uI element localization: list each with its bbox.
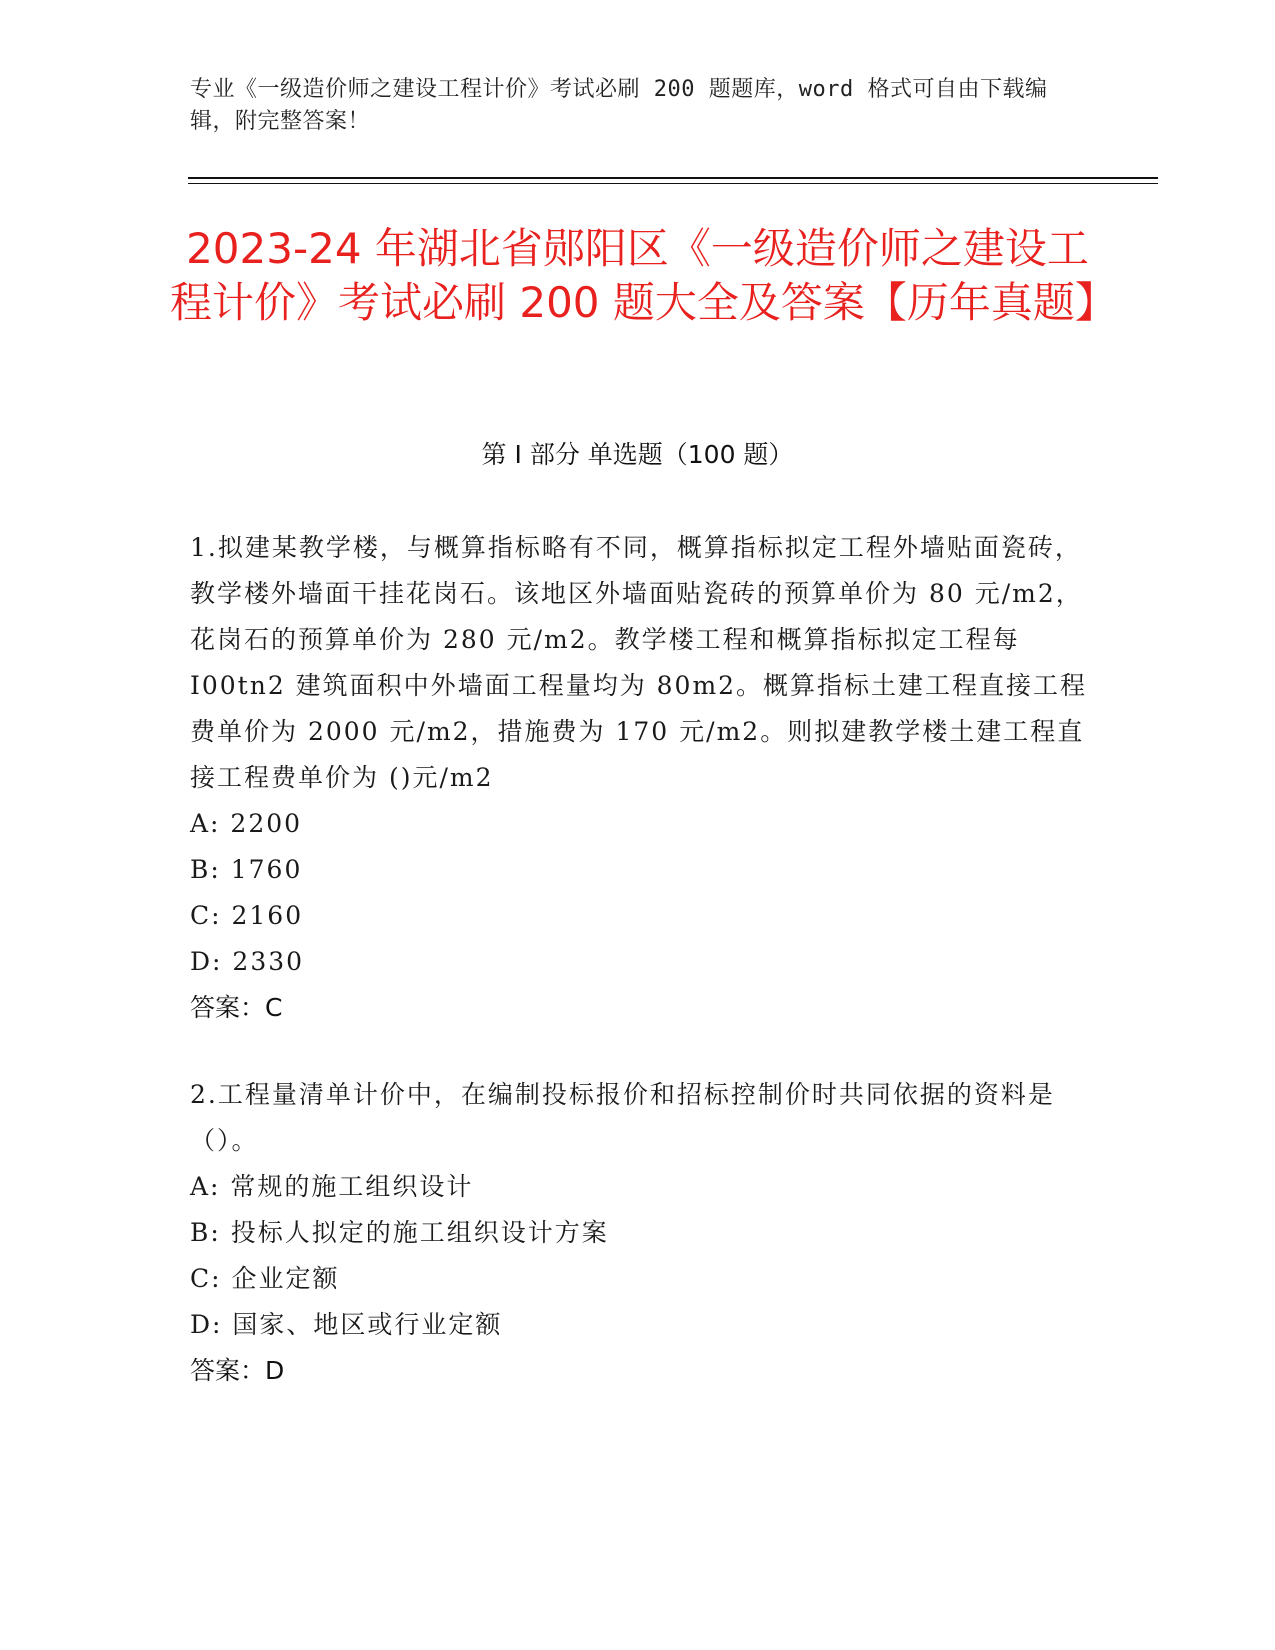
- header-note: 专业《一级造价师之建设工程计价》考试必刷 200 题题库，word 格式可自由下载编辑，附完整答案！: [190, 77, 1048, 134]
- question-block: [190, 525, 1090, 1031]
- question-block: [190, 1072, 1090, 1394]
- header-divider-thin: [188, 183, 1158, 184]
- option-c: C: 2160: [190, 901, 304, 930]
- document-title: 2023-24 年湖北省郧阳区《一级造价师之建设工程计价》考试必刷 200 题大全及答案【历年真题】: [170, 224, 1117, 327]
- option-c: C: 企业定额: [190, 1264, 340, 1293]
- section-title: 第 I 部分 单选题（100 题）: [481, 440, 794, 469]
- answer-line: 答案：C: [190, 993, 283, 1022]
- option-b: B: 1760: [190, 855, 303, 884]
- answer-line: 答案：D: [190, 1356, 285, 1385]
- option-d: D: 2330: [190, 947, 305, 976]
- option-d: D: 国家、地区或行业定额: [190, 1310, 503, 1339]
- option-a: A: 2200: [190, 809, 303, 838]
- header-divider-thick: [188, 177, 1158, 179]
- option-b: B: 投标人拟定的施工组织设计方案: [190, 1218, 609, 1247]
- question-stem: 1.拟建某教学楼，与概算指标略有不同，概算指标拟定工程外墙贴面瓷砖，教学楼外墙面干挂花岗石。该地区外墙面贴瓷砖的预算单价为 80 元/m2，花岗石的预算单价为 280 元/m2。教学楼工程和概算指标拟定工程每 I00tn2 建筑面积中外墙面工程量均为 80m2。概算指标土建工程直接工程费单价为 2000 元/m2，措施费为 170 元/m2。则拟建教学楼土建工程直接工程费单价为 ()元/m2: [190, 533, 1088, 792]
- question-stem: 2.工程量清单计价中，在编制投标报价和招标控制价时共同依据的资料是（）。: [190, 1080, 1055, 1155]
- option-a: A: 常规的施工组织设计: [190, 1172, 474, 1201]
